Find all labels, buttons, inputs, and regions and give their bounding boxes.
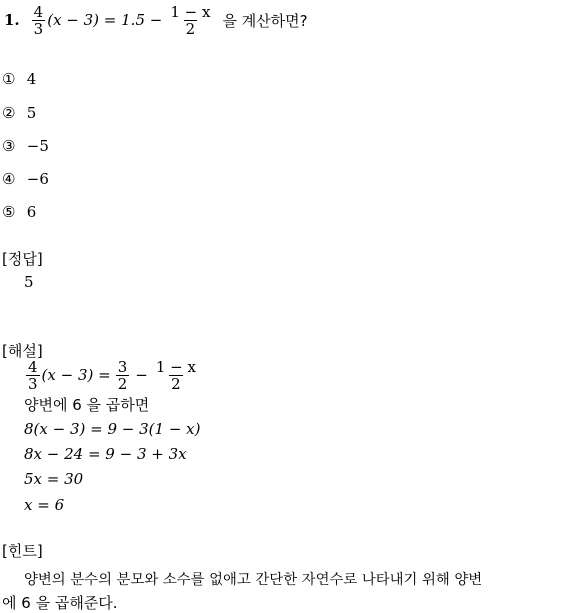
sol-f3-numerator: 1 − x (155, 357, 196, 376)
question-number: 1. (4, 11, 20, 29)
answer-value: 5 (24, 273, 34, 291)
sol-coef-fraction (26, 359, 40, 392)
choice-mark: ③ (2, 137, 16, 155)
solution-line-3: 8(x − 3) = 9 − 3(1 − x) (24, 420, 201, 438)
solution-line-1 (24, 357, 200, 393)
expr-coef-numerator: 4 (33, 2, 44, 21)
choice-value: 4 (26, 70, 37, 88)
choice-1[interactable] (2, 70, 36, 88)
solution-line-4: 8x − 24 = 9 − 3 + 3x (24, 445, 187, 463)
sol-eq1-mid: (x − 3) = (41, 366, 111, 384)
hint-line-1: 양변의 분수의 분모와 소수를 없애고 간단한 자연수로 나타내기 위해 양변 (24, 572, 483, 588)
sol-coef-numerator: 4 (28, 357, 38, 376)
hint-line-2: 에 6 을 곱해준다. (2, 594, 118, 612)
choice-value: 5 (26, 104, 37, 122)
choice-3[interactable] (2, 137, 49, 155)
choice-value: 6 (26, 203, 37, 221)
sol-f3-denominator: 2 (171, 374, 181, 393)
question-prompt: 을 계산하면? (222, 11, 308, 30)
choice-value: −5 (26, 137, 49, 155)
expr-coefficient-fraction (32, 4, 46, 37)
expr-lhs-rest: (x − 3) = 1.5 − (47, 11, 163, 29)
solution-header: [해설] (2, 342, 43, 360)
sol-f2-denominator: 2 (117, 374, 128, 393)
choice-mark: ④ (2, 170, 16, 188)
expr-rhs-fraction (168, 4, 212, 37)
sol-f2-numerator: 3 (117, 357, 128, 376)
expr-coef-denominator: 3 (33, 19, 44, 38)
solution-line-2: 양변에 6 을 곱하면 (24, 396, 150, 414)
question-line (4, 2, 308, 38)
choice-mark: ① (2, 70, 16, 88)
sol-fraction-3-2 (116, 359, 130, 392)
sol-eq1-minus: − (135, 366, 148, 384)
choice-mark: ② (2, 104, 16, 122)
sol-coef-denominator: 3 (28, 374, 38, 393)
choice-2[interactable] (2, 104, 36, 122)
solution-line-6: x = 6 (24, 496, 65, 514)
choice-value: −6 (26, 170, 49, 188)
choice-5[interactable] (2, 203, 36, 221)
choice-mark: ⑤ (2, 203, 16, 221)
question-expression (30, 4, 215, 37)
expr-rhs-denominator: 2 (185, 19, 196, 38)
choice-4[interactable] (2, 170, 49, 188)
sol-fraction-1-x-2 (154, 359, 198, 392)
expr-rhs-numerator: 1 − x (170, 2, 211, 21)
solution-line-5: 5x = 30 (24, 470, 84, 488)
answer-header: [정답] (2, 250, 43, 268)
hint-header: [힌트] (2, 542, 43, 560)
